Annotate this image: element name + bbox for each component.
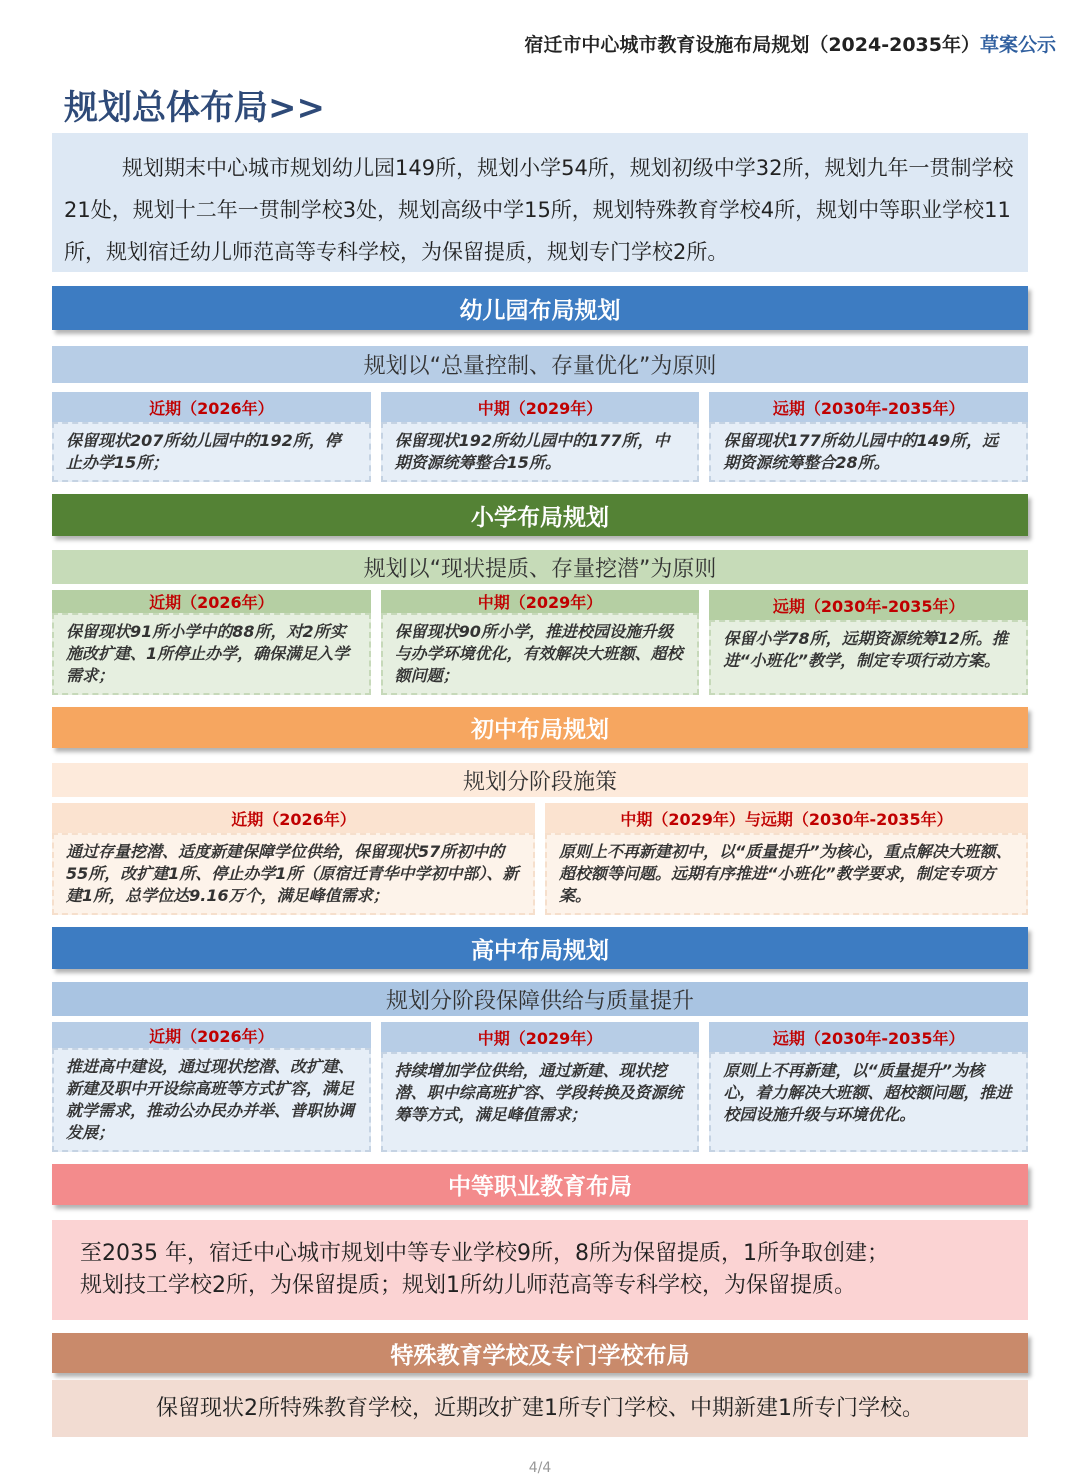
special-header: 特殊教育学校及专门学校布局 <box>52 1333 1028 1373</box>
kindergarten-cards <box>52 392 1028 482</box>
phase-label: 中期（2029年） <box>381 392 700 422</box>
phase-text: 保留现状177所幼儿园中的149所，远期资源统筹整合28所。 <box>709 422 1028 482</box>
phase-label: 近期（2026年） <box>52 392 371 422</box>
phase-card <box>52 392 371 482</box>
phase-card <box>709 590 1028 695</box>
phase-label: 远期（2030年-2035年） <box>709 1022 1028 1052</box>
primary-header: 小学布局规划 <box>52 494 1028 536</box>
phase-text: 原则上不再新建初中，以“质量提升”为核心，重点解决大班额、超校额等问题。远期有序推进“小班化”教学要求，制定专项方案。 <box>545 833 1028 915</box>
phase-label: 中期（2029年） <box>381 1022 700 1052</box>
junior-cards <box>52 803 1028 915</box>
kindergarten-principle: 规划以“总量控制、存量优化”为原则 <box>52 346 1028 383</box>
document-header <box>524 30 1056 57</box>
vocational-header: 中等职业教育布局 <box>52 1164 1028 1205</box>
special-content: 保留现状2所特殊教育学校，近期改扩建1所专门学校、中期新建1所专门学校。 <box>52 1380 1028 1437</box>
senior-cards <box>52 1022 1028 1152</box>
phase-card <box>52 803 535 915</box>
phase-label: 近期（2026年） <box>52 1022 371 1048</box>
senior-principle: 规划分阶段保障供给与质量提升 <box>52 982 1028 1016</box>
phase-label: 近期（2026年） <box>52 590 371 613</box>
phase-card <box>545 803 1028 915</box>
phase-label: 远期（2030年-2035年） <box>709 392 1028 422</box>
phase-label: 中期（2029年）与远期（2030年-2035年） <box>545 803 1028 833</box>
phase-text: 持续增加学位供给，通过新建、现状挖潜、职中综高班扩容、学段转换及资源统筹等方式，满足峰值需求； <box>381 1052 700 1152</box>
phase-card <box>381 590 700 695</box>
header-accent: 草案公示 <box>979 34 1056 56</box>
intro-summary: 规划期末中心城市规划幼儿园149所，规划小学54所，规划初级中学32所，规划九年一贯制学校21处，规划十二年一贯制学校3处，规划高级中学15所，规划特殊教育学校4所，规划中等职业学校11所，规划宿迁幼儿师范高等专科学校，为保留提质，规划专门学校2所。 <box>52 133 1028 272</box>
phase-card <box>381 1022 700 1152</box>
phase-text: 保留现状91所小学中的88所，对2所实施改扩建、1所停止办学，确保满足入学需求； <box>52 613 371 695</box>
vocational-line: 规划技工学校2所，为保留提质；规划1所幼儿师范高等专科学校，为保留提质。 <box>80 1273 856 1298</box>
vocational-line: 至2035 年，宿迁中心城市规划中等专业学校9所，8所为保留提质，1所争取创建； <box>80 1241 889 1266</box>
phase-text: 保留现状207所幼儿园中的192所，停止办学15所； <box>52 422 371 482</box>
header-title: 宿迁市中心城市教育设施布局规划（2024-2035年） <box>524 34 980 56</box>
page-title: 规划总体布局>> <box>64 88 325 128</box>
primary-principle: 规划以“现状提质、存量挖潜”为原则 <box>52 550 1028 584</box>
primary-cards <box>52 590 1028 695</box>
senior-header: 高中布局规划 <box>52 927 1028 969</box>
phase-card <box>709 392 1028 482</box>
phase-card <box>709 1022 1028 1152</box>
page-indicator: 4/4 <box>528 1460 552 1476</box>
phase-label: 远期（2030年-2035年） <box>709 590 1028 620</box>
phase-card <box>381 392 700 482</box>
phase-text: 通过存量挖潜、适度新建保障学位供给，保留现状57所初中的55所，改扩建1所、停止办学1所（原宿迁青华中学初中部）、新建1所，总学位达9.16万个，满足峰值需求； <box>52 833 535 915</box>
phase-text: 推进高中建设，通过现状挖潜、改扩建、新建及职中开设综高班等方式扩容，满足就学需求，推动公办民办并举、普职协调发展； <box>52 1048 371 1152</box>
phase-text: 保留现状192所幼儿园中的177所，中期资源统筹整合15所。 <box>381 422 700 482</box>
junior-header: 初中布局规划 <box>52 707 1028 748</box>
phase-text: 保留小学78所，远期资源统筹12所。推进“小班化”教学，制定专项行动方案。 <box>709 620 1028 695</box>
phase-card <box>52 1022 371 1152</box>
kindergarten-header: 幼儿园布局规划 <box>52 286 1028 330</box>
phase-text: 原则上不再新建，以“质量提升”为核心，着力解决大班额、超校额问题，推进校园设施升级与环境优化。 <box>709 1052 1028 1152</box>
phase-label: 中期（2029年） <box>381 590 700 613</box>
phase-card <box>52 590 371 695</box>
vocational-content <box>52 1220 1028 1320</box>
junior-principle: 规划分阶段施策 <box>52 763 1028 797</box>
phase-label: 近期（2026年） <box>52 803 535 833</box>
phase-text: 保留现状90所小学，推进校园设施升级与办学环境优化，有效解决大班额、超校额问题； <box>381 613 700 695</box>
